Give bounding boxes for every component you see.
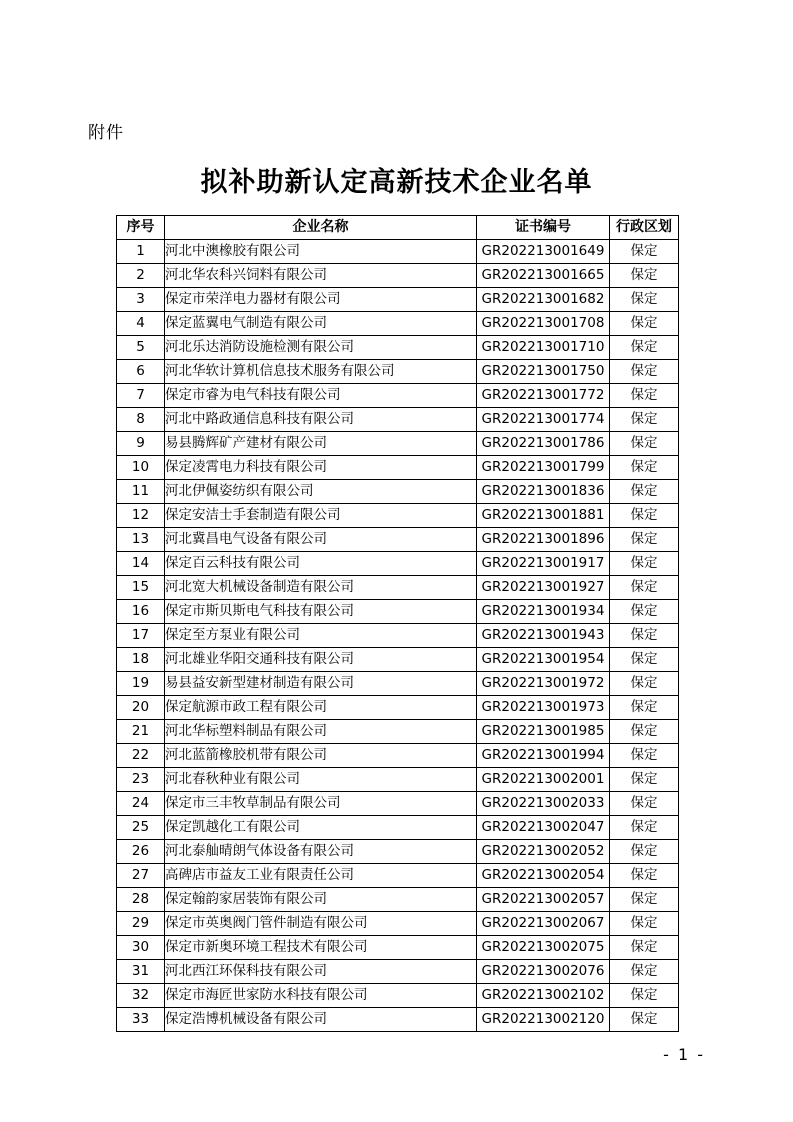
table-row: [117, 336, 679, 360]
cell-seq: 2: [117, 264, 165, 288]
cell-certificate-number: GR202213001750: [477, 360, 610, 384]
table-row: [117, 312, 679, 336]
table-row: [117, 936, 679, 960]
cell-region: 保定: [610, 600, 679, 624]
cell-region: 保定: [610, 264, 679, 288]
cell-seq: 5: [117, 336, 165, 360]
cell-certificate-number: GR202213001774: [477, 408, 610, 432]
cell-seq: 25: [117, 816, 165, 840]
cell-certificate-number: GR202213001934: [477, 600, 610, 624]
cell-seq: 4: [117, 312, 165, 336]
cell-certificate-number: GR202213001710: [477, 336, 610, 360]
table-row: [117, 408, 679, 432]
cell-seq: 30: [117, 936, 165, 960]
cell-seq: 24: [117, 792, 165, 816]
cell-seq: 32: [117, 984, 165, 1008]
table-row: [117, 720, 679, 744]
cell-certificate-number: GR202213001786: [477, 432, 610, 456]
cell-region: 保定: [610, 432, 679, 456]
cell-seq: 20: [117, 696, 165, 720]
cell-certificate-number: GR202213002057: [477, 888, 610, 912]
cell-enterprise-name: 保定安洁士手套制造有限公司: [165, 504, 477, 528]
column-header-cert: 证书编号: [477, 216, 610, 240]
table-row: [117, 384, 679, 408]
cell-certificate-number: GR202213002047: [477, 816, 610, 840]
cell-region: 保定: [610, 360, 679, 384]
cell-seq: 9: [117, 432, 165, 456]
cell-certificate-number: GR202213002067: [477, 912, 610, 936]
cell-certificate-number: GR202213001994: [477, 744, 610, 768]
cell-region: 保定: [610, 456, 679, 480]
cell-certificate-number: GR202213001917: [477, 552, 610, 576]
cell-certificate-number: GR202213002120: [477, 1008, 610, 1032]
table-row: [117, 792, 679, 816]
cell-region: 保定: [610, 720, 679, 744]
cell-certificate-number: GR202213002075: [477, 936, 610, 960]
cell-certificate-number: GR202213001985: [477, 720, 610, 744]
cell-enterprise-name: 河北中路政通信息科技有限公司: [165, 408, 477, 432]
cell-enterprise-name: 易县益安新型建材制造有限公司: [165, 672, 477, 696]
enterprise-list-table: [116, 215, 679, 1032]
cell-certificate-number: GR202213001799: [477, 456, 610, 480]
cell-enterprise-name: 河北伊佩姿纺织有限公司: [165, 480, 477, 504]
cell-certificate-number: GR202213001896: [477, 528, 610, 552]
cell-seq: 11: [117, 480, 165, 504]
cell-certificate-number: GR202213001973: [477, 696, 610, 720]
table-row: [117, 360, 679, 384]
cell-region: 保定: [610, 960, 679, 984]
table-row: [117, 240, 679, 264]
attachment-label: 附件: [88, 123, 124, 143]
cell-seq: 21: [117, 720, 165, 744]
cell-enterprise-name: 保定凌霄电力科技有限公司: [165, 456, 477, 480]
cell-region: 保定: [610, 792, 679, 816]
table-row: [117, 912, 679, 936]
cell-enterprise-name: 保定翰韵家居装饰有限公司: [165, 888, 477, 912]
cell-enterprise-name: 河北泰舢晴朗气体设备有限公司: [165, 840, 477, 864]
table-row: [117, 672, 679, 696]
table-row: [117, 432, 679, 456]
cell-enterprise-name: 保定市英奥阀门管件制造有限公司: [165, 912, 477, 936]
cell-region: 保定: [610, 696, 679, 720]
column-header-region: 行政区划: [610, 216, 679, 240]
page-number: - 1 -: [663, 1045, 705, 1064]
table-row: [117, 528, 679, 552]
cell-certificate-number: GR202213002102: [477, 984, 610, 1008]
column-header-seq: 序号: [117, 216, 165, 240]
cell-seq: 6: [117, 360, 165, 384]
cell-certificate-number: GR202213002033: [477, 792, 610, 816]
table-row: [117, 624, 679, 648]
cell-enterprise-name: 河北冀昌电气设备有限公司: [165, 528, 477, 552]
table-row: [117, 744, 679, 768]
cell-region: 保定: [610, 864, 679, 888]
cell-seq: 15: [117, 576, 165, 600]
cell-seq: 27: [117, 864, 165, 888]
cell-enterprise-name: 保定市新奥环境工程技术有限公司: [165, 936, 477, 960]
cell-seq: 16: [117, 600, 165, 624]
cell-certificate-number: GR202213001881: [477, 504, 610, 528]
page-title: 拟补助新认定高新技术企业名单: [200, 167, 593, 198]
cell-region: 保定: [610, 816, 679, 840]
cell-enterprise-name: 保定市三丰牧草制品有限公司: [165, 792, 477, 816]
cell-seq: 3: [117, 288, 165, 312]
cell-region: 保定: [610, 888, 679, 912]
cell-region: 保定: [610, 504, 679, 528]
cell-certificate-number: GR202213001682: [477, 288, 610, 312]
cell-certificate-number: GR202213001943: [477, 624, 610, 648]
cell-region: 保定: [610, 480, 679, 504]
cell-seq: 29: [117, 912, 165, 936]
table-row: [117, 264, 679, 288]
cell-region: 保定: [610, 624, 679, 648]
table-row: [117, 600, 679, 624]
cell-seq: 31: [117, 960, 165, 984]
cell-region: 保定: [610, 984, 679, 1008]
column-header-name: 企业名称: [165, 216, 477, 240]
cell-region: 保定: [610, 1008, 679, 1032]
cell-enterprise-name: 保定百云科技有限公司: [165, 552, 477, 576]
cell-enterprise-name: 河北华标塑料制品有限公司: [165, 720, 477, 744]
cell-enterprise-name: 高碑店市益友工业有限责任公司: [165, 864, 477, 888]
cell-region: 保定: [610, 336, 679, 360]
table-row: [117, 1008, 679, 1032]
cell-certificate-number: GR202213002001: [477, 768, 610, 792]
cell-enterprise-name: 河北华农科兴饲料有限公司: [165, 264, 477, 288]
cell-region: 保定: [610, 384, 679, 408]
table-row: [117, 288, 679, 312]
cell-seq: 33: [117, 1008, 165, 1032]
cell-enterprise-name: 保定蓝翼电气制造有限公司: [165, 312, 477, 336]
cell-enterprise-name: 保定至方泵业有限公司: [165, 624, 477, 648]
cell-enterprise-name: 保定凯越化工有限公司: [165, 816, 477, 840]
cell-enterprise-name: 河北华软计算机信息技术服务有限公司: [165, 360, 477, 384]
cell-enterprise-name: 保定浩博机械设备有限公司: [165, 1008, 477, 1032]
cell-enterprise-name: 河北中澳橡胶有限公司: [165, 240, 477, 264]
cell-seq: 14: [117, 552, 165, 576]
cell-region: 保定: [610, 288, 679, 312]
cell-region: 保定: [610, 528, 679, 552]
table-row: [117, 576, 679, 600]
cell-region: 保定: [610, 936, 679, 960]
table-body: [117, 240, 679, 1032]
cell-certificate-number: GR202213001836: [477, 480, 610, 504]
table-row: [117, 840, 679, 864]
table-row: [117, 816, 679, 840]
cell-seq: 28: [117, 888, 165, 912]
table-row: [117, 984, 679, 1008]
cell-enterprise-name: 保定市荣洋电力器材有限公司: [165, 288, 477, 312]
cell-enterprise-name: 保定航源市政工程有限公司: [165, 696, 477, 720]
table-row: [117, 648, 679, 672]
table-row: [117, 504, 679, 528]
cell-certificate-number: GR202213002076: [477, 960, 610, 984]
table-row: [117, 960, 679, 984]
cell-certificate-number: GR202213001954: [477, 648, 610, 672]
table-row: [117, 480, 679, 504]
cell-region: 保定: [610, 576, 679, 600]
cell-enterprise-name: 河北西江环保科技有限公司: [165, 960, 477, 984]
cell-certificate-number: GR202213001972: [477, 672, 610, 696]
cell-region: 保定: [610, 768, 679, 792]
cell-certificate-number: GR202213001708: [477, 312, 610, 336]
cell-enterprise-name: 保定市睿为电气科技有限公司: [165, 384, 477, 408]
cell-enterprise-name: 河北宽大机械设备制造有限公司: [165, 576, 477, 600]
cell-region: 保定: [610, 648, 679, 672]
cell-certificate-number: GR202213002054: [477, 864, 610, 888]
cell-certificate-number: GR202213001649: [477, 240, 610, 264]
table-header-row: [117, 216, 679, 240]
cell-seq: 8: [117, 408, 165, 432]
cell-seq: 13: [117, 528, 165, 552]
table-row: [117, 696, 679, 720]
cell-region: 保定: [610, 840, 679, 864]
cell-region: 保定: [610, 240, 679, 264]
cell-seq: 12: [117, 504, 165, 528]
cell-region: 保定: [610, 744, 679, 768]
table-row: [117, 888, 679, 912]
cell-certificate-number: GR202213002052: [477, 840, 610, 864]
cell-seq: 18: [117, 648, 165, 672]
cell-enterprise-name: 河北蓝箭橡胶机带有限公司: [165, 744, 477, 768]
cell-certificate-number: GR202213001772: [477, 384, 610, 408]
cell-seq: 17: [117, 624, 165, 648]
cell-region: 保定: [610, 312, 679, 336]
cell-region: 保定: [610, 552, 679, 576]
cell-certificate-number: GR202213001665: [477, 264, 610, 288]
cell-seq: 19: [117, 672, 165, 696]
cell-region: 保定: [610, 912, 679, 936]
enterprise-list-table-wrap: [116, 215, 678, 1032]
cell-seq: 10: [117, 456, 165, 480]
cell-seq: 7: [117, 384, 165, 408]
cell-region: 保定: [610, 672, 679, 696]
cell-enterprise-name: 保定市海匠世家防水科技有限公司: [165, 984, 477, 1008]
table-row: [117, 768, 679, 792]
cell-region: 保定: [610, 408, 679, 432]
cell-seq: 26: [117, 840, 165, 864]
cell-seq: 23: [117, 768, 165, 792]
cell-certificate-number: GR202213001927: [477, 576, 610, 600]
cell-enterprise-name: 易县腾辉矿产建材有限公司: [165, 432, 477, 456]
cell-seq: 1: [117, 240, 165, 264]
cell-enterprise-name: 河北乐达消防设施检测有限公司: [165, 336, 477, 360]
table-row: [117, 456, 679, 480]
cell-seq: 22: [117, 744, 165, 768]
cell-enterprise-name: 河北春秋种业有限公司: [165, 768, 477, 792]
table-row: [117, 552, 679, 576]
cell-enterprise-name: 保定市斯贝斯电气科技有限公司: [165, 600, 477, 624]
cell-enterprise-name: 河北雄业华阳交通科技有限公司: [165, 648, 477, 672]
table-row: [117, 864, 679, 888]
